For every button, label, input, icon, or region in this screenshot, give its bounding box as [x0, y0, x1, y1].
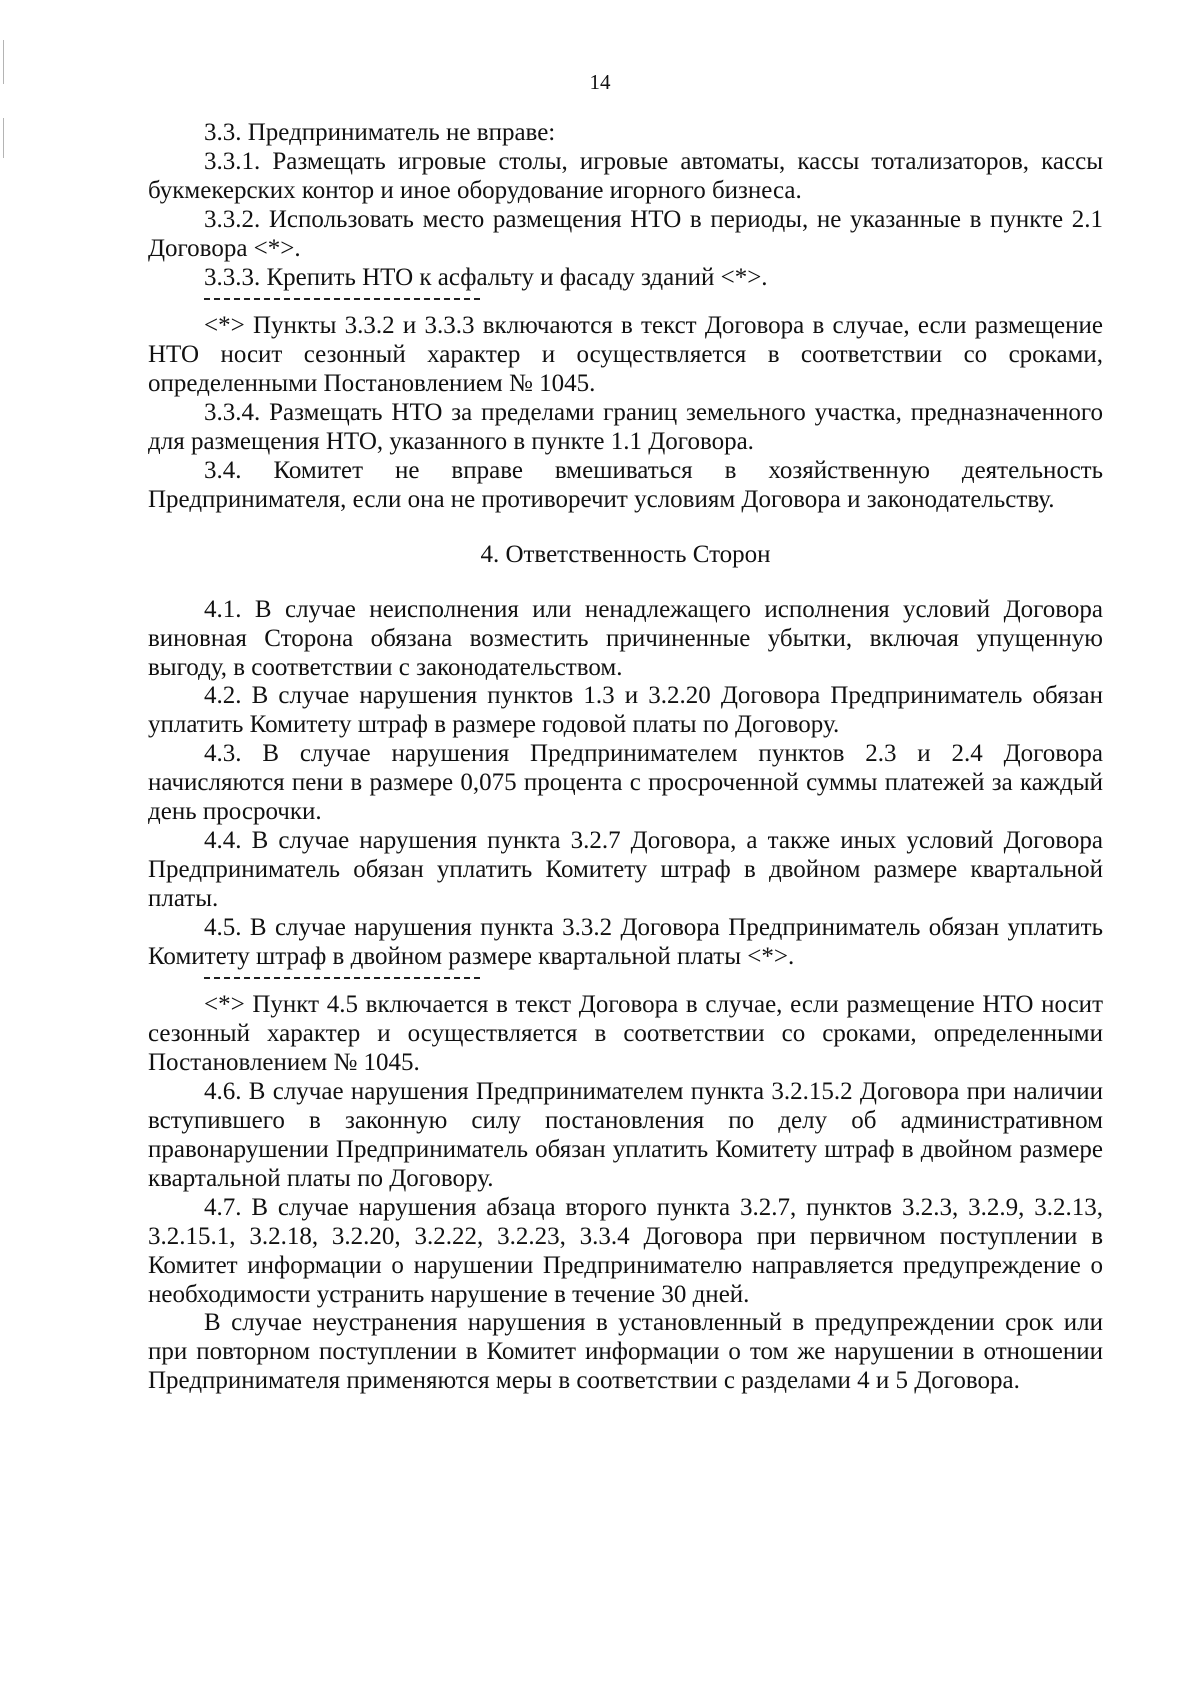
- paragraph: В случае неустранения нарушения в установленный в предупреждении срок или при повторном поступлении в Комитет информации о том же нарушении в отношении Предпринимателя применяются меры в соответствии с разделами 4 и 5 Договора.: [148, 1309, 1103, 1395]
- paragraph: 3.3.1. Размещать игровые столы, игровые автоматы, кассы тотализаторов, кассы букмекерских контор и иное оборудование игорного бизнеса.: [148, 147, 1103, 204]
- paragraph: 3.3.3. Крепить НТО к асфальту и фасаду зданий <*>.: [204, 263, 768, 291]
- paragraph: 3.3.4. Размещать НТО за пределами границ земельного участка, предназначенного для размещения НТО, указанного в пункте 1.1 Договора.: [148, 399, 1103, 456]
- page-number: 14: [589, 70, 611, 94]
- footnote-paragraph: <*> Пункты 3.3.2 и 3.3.3 включаются в текст Договора в случае, если размещение НТО носит сезонный характер и осуществляется в соответствии со сроками, определенными Постановлением № 1045.: [148, 312, 1103, 398]
- footnote-paragraph: <*> Пункт 4.5 включается в текст Договора в случае, если размещение НТО носит сезонный характер и осуществляется в соответствии со сроками, определенными Постановлением № 1045.: [148, 991, 1103, 1077]
- paragraph: 4.6. В случае нарушения Предпринимателем пункта 3.2.15.2 Договора при наличии вступившего в законную силу постановления по делу об административном правонарушении Предприниматель обязан уплатить Комитету штраф в двойном размере квартальной платы по Договору.: [148, 1078, 1103, 1192]
- section-heading: 4. Ответственность Сторон: [480, 540, 771, 568]
- footnote-separator: [204, 977, 480, 979]
- paragraph: 4.1. В случае неисполнения или ненадлежащего исполнения условий Договора виновная Сторона обязана возместить причиненные убытки, включая упущенную выгоду, в соответствии с законодательством.: [148, 595, 1103, 681]
- paragraph: 3.4. Комитет не вправе вмешиваться в хозяйственную деятельность Предпринимателя, если она не противоречит условиям Договора и законодательству.: [148, 456, 1103, 513]
- paragraph: 3.3. Предприниматель не вправе:: [204, 119, 556, 146]
- document-body: [148, 119, 1103, 1396]
- paragraph: 4.5. В случае нарушения пункта 3.3.2 Договора Предприниматель обязан уплатить Комитету штраф в двойном размере квартальной платы <*>.: [148, 913, 1103, 970]
- paragraph: 4.7. В случае нарушения абзаца второго пункта 3.2.7, пунктов 3.2.3, 3.2.9, 3.2.13, 3.2.15.1, 3.2.18, 3.2.20, 3.2.22, 3.2.23, 3.3.4 Договора при первичном поступлении в Комитет информации о нарушении Предпринимателю направляется предупреждение о необходимости устранить нарушение в течение 30 дней.: [148, 1193, 1103, 1308]
- paragraph: 4.3. В случае нарушения Предпринимателем пунктов 2.3 и 2.4 Договора начисляются пени в размере 0,075 процента с просроченной суммы платежей за каждый день просрочки.: [148, 740, 1103, 826]
- paragraph: 4.4. В случае нарушения пункта 3.2.7 Договора, а также иных условий Договора Предприниматель обязан уплатить Комитету штраф в двойном размере квартальной платы.: [148, 826, 1103, 912]
- scan-edge-mark: [3, 118, 4, 158]
- paragraph: 4.2. В случае нарушения пунктов 1.3 и 3.2.20 Договора Предприниматель обязан уплатить Комитету штраф в размере годовой платы по Договору.: [148, 682, 1103, 739]
- footnote-separator: [204, 298, 480, 300]
- paragraph: 3.3.2. Использовать место размещения НТО в периоды, не указанные в пункте 2.1 Договора <*>.: [148, 205, 1103, 262]
